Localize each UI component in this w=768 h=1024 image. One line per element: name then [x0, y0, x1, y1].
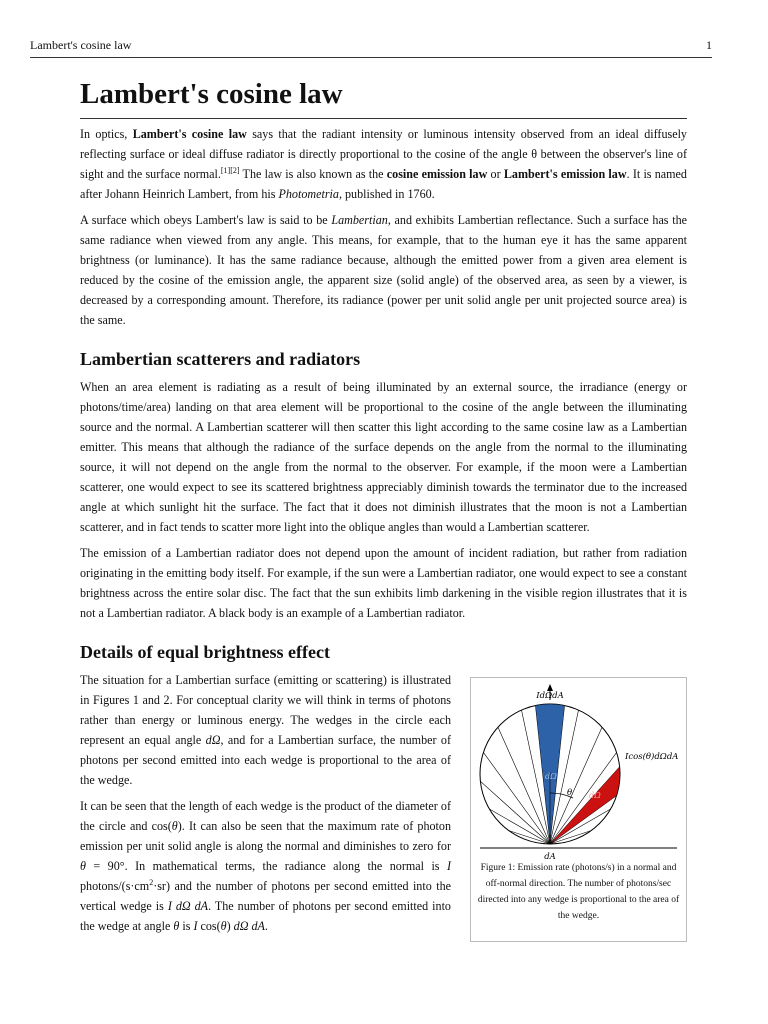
page-title: Lambert's cosine law	[80, 78, 687, 119]
scatterers-paragraph-2: The emission of a Lambertian radiator does not depend upon the amount of incident radiation, but rather from radiation originating in the emitting body itself. For example, if the sun were a Lambertian radiator, one would expect to see a constant brightness across the entire solar disc. The fact that the sun exhibits limb darkening in the visible region illustrates that it is not a Lambertian radiator. A black body is an example of a Lambertian radiator.	[80, 546, 687, 620]
wedge-divider	[509, 831, 550, 844]
figure-1	[470, 677, 687, 942]
figure-caption: Figure 1: Emission rate (photons/s) in a normal and off-normal direction. The number of photons/sec directed into any wedge is proportional to the area of the wedge.	[477, 863, 680, 921]
term-lamberts-emission-law: Lambert's emission law	[503, 167, 627, 181]
section-heading-scatterers: Lambertian scatterers and radiators	[80, 349, 361, 369]
label-angled-domega: dΩ	[589, 791, 601, 800]
normal-arrow-head	[547, 684, 553, 691]
running-header	[30, 38, 712, 58]
term-cosine-emission-law: cosine emission law	[386, 167, 488, 181]
running-title: Lambert's cosine law	[30, 38, 132, 52]
page-number: 1	[706, 38, 712, 52]
intro-paragraph-2: A surface which obeys Lambert's law is said to be Lambertian, and exhibits Lambertian reflectance. Such a surface has the same radiance when viewed from any angle. This means, for example, that to the human eye it has the same apparent brightness (or luminance). It has the same radiance because, although the emitted power from a given area element is reduced by the cosine of the emission angle, the apparent size (solid angle) of the observed area, as seen by a viewer, is decreased by a corresponding amount. Therefore, its radiance (power per unit solid angle per unit projected source area) is the same.	[80, 213, 687, 327]
label-normal-domega: dΩ	[545, 772, 557, 781]
term-photometria: Photometria	[278, 187, 339, 201]
equal-brightness-text	[80, 670, 451, 942]
term-lamberts-cosine-law: Lambert's cosine law	[132, 127, 247, 141]
equal-brightness-section	[80, 670, 687, 942]
emission-diagram	[474, 682, 683, 860]
intro-paragraph-1: In optics, Lambert's cosine law says that the radiant intensity or luminous intensity observed from an ideal diffusely reflecting surface or ideal diffuse radiator is directly proportional to the cosine of the angle θ between the observer's line of sight and the surface normal.[1][2] The law is also known as the cosine emission law or Lambert's emission law. It is named after Johann Heinrich Lambert, from his Photometria, published in 1760.	[80, 127, 687, 201]
label-theta: θ	[567, 788, 573, 798]
label-normal-emission: IdΩdA	[536, 691, 564, 701]
label-angled-emission: Icos(θ)dΩdA	[625, 752, 679, 762]
section-heading-equal-brightness: Details of equal brightness effect	[80, 642, 330, 662]
citation-link[interactable]: [1][2]	[220, 166, 240, 175]
article-body	[80, 124, 687, 942]
wedge-divider	[489, 809, 550, 844]
equal-brightness-paragraph-1: The situation for a Lambertian surface (emitting or scattering) is illustrated in Figures 1 and 2. For conceptual clarity we will think in terms of photons rather than energy or luminous energy. The wedges in the circle each represent an equal angle dΩ, and for a Lambertian surface, the number of photons per second emitted into each wedge is proportional to the area of the wedge.	[80, 673, 451, 787]
term-lambertian: Lambertian	[331, 213, 388, 227]
label-area-element: dA	[544, 852, 556, 860]
scatterers-paragraph-1: When an area element is radiating as a result of being illuminated by an external source, the irradiance (energy or photons/time/area) landing on that area element will be proportional to the cosine of the angle between the illuminating source and the normal. A Lambertian scatterer will then scatter this light according to the same cosine law as a Lambertian emitter. This means that although the radiance of the surface depends on the angle from the normal to the illuminating source, it will not depend on the angle from the normal to the observer. For example, if the moon were a Lambertian scatterer, one would expect to see its scattered brightness appreciably diminish towards the terminator due to the increased angle at which sunlight hit the surface. The fact that it does not diminish illustrates that the moon is not a Lambertian scatterer, and in fact tends to scatter more light into the oblique angles than would a Lambertian scatterer.	[80, 380, 687, 534]
equal-brightness-paragraph-2: It can be seen that the length of each wedge is the product of the diameter of the circle and cos(θ). It can also be seen that the maximum rate of photon emission per unit solid angle is along the normal and diminishes to zero for θ = 90°. In mathematical terms, the radiance along the normal is I photons/$(s\cdot cm^2\cdot sr)$ and the number of photons per second emitted into the vertical wedge is I dΩ dA. The number of photons per second emitted into the wedge at angle θ is I cos(θ) dΩ dA.	[80, 799, 451, 933]
